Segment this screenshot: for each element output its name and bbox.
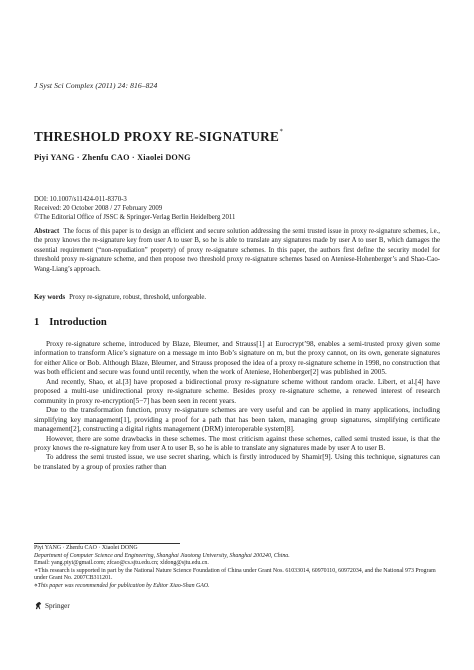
paragraph: However, there are some drawbacks in these schemes. The most criticism against these schemes, called semi trusted issue, is that the proxy knows the re-signature key from user A to user B, so he is able to translate any signatures made by user A to user B.: [34, 434, 440, 452]
keywords-label: Key words: [34, 294, 66, 301]
doi: DOI: 10.1007/s11424-011-8370-3: [34, 196, 127, 203]
publisher-name: Springer: [45, 601, 70, 610]
section-number: 1: [34, 317, 40, 328]
copyright-line: ©The Editorial Office of JSSC & Springer-Verlag Berlin Heidelberg 2011: [34, 214, 236, 221]
footnote-rule: [34, 543, 180, 544]
springer-horse-icon: [34, 601, 43, 610]
publisher-logo: [34, 601, 70, 610]
paper-title: [34, 129, 283, 145]
abstract: [34, 227, 440, 274]
footnote-editor: ⋄This paper was recommended for publication by Editor Xiao-Shan GAO.: [34, 582, 210, 589]
section-heading: [34, 317, 107, 328]
title-footnote-mark: ∗: [279, 128, 284, 134]
footnote-funding: ∗This research is supported in part by the National Nature Science Foundation of China under Grant Nos. 61033014, 60970110, 60972034, and the National 973 Program under Grant No. 2007CB311201.: [34, 567, 436, 582]
abstract-label: Abstract: [34, 228, 60, 235]
body-text: [34, 340, 440, 472]
paragraph: To address the semi trusted issue, we use secret sharing, which is firstly introduced by Shamir[9]. Using this technique, signatures can be translated by a group of proxies rather than: [34, 453, 440, 471]
keywords: [34, 294, 206, 301]
paragraph: And recently, Shao, et al.[3] have proposed a bidirectional proxy re-signature scheme without random oracle. Libert, et al.[4] have proposed a multi-use unidirectional proxy re-signature scheme. Besides proxy re-signature scheme, a renewed interest of research community in proxy re-encryption[5−7] has been seen in recent years.: [34, 377, 440, 405]
footnote-email: Email: yang.piyi@gmail.com; zfcao@cs.sjtu.edu.cn; xldong@sjtu.edu.cn.: [34, 560, 209, 567]
footnotes: [34, 545, 444, 591]
footnote-affiliation: Department of Computer Science and Engineering, Shanghai Jiaotong University, Shanghai 200240, China.: [34, 552, 290, 559]
journal-reference: J Syst Sci Complex (2011) 24: 816–824: [34, 81, 158, 90]
paragraph: Proxy re-signature scheme, introduced by Blaze, Bleumer, and Strauss[1] at Eurocrypt’98, enables a semi-trusted proxy given some information to transform Alice’s signature on a message m into Bob’s signature on m, but the proxy cannot, on its own, generate signatures for either Alice or Bob. Although Blaze, Bleumer, and Strauss proposed the idea of a proxy re-signature scheme in 1998, no construction that was both efficient and secure was found until recently, when the work of Ateniese, Hohenberger[2] was published in 2005.: [34, 340, 440, 377]
keywords-text: Proxy re-signature, robust, threshold, unforgeable.: [69, 294, 207, 301]
title-text: THRESHOLD PROXY RE-SIGNATURE: [34, 129, 280, 144]
received-date: Received: 20 October 2008 / 27 February 2009: [34, 205, 163, 212]
abstract-text: The focus of this paper is to design an efficient and secure solution addressing the semi trusted issue in proxy re-signature schemes, i.e., the proxy knows the re-signature key from user A to user B, so he is able to translate any signatures made by user A to user B, which damages the essential requirement (“non-repudiation” property) of proxy re-signature schemes. In this paper, the authors first define the security model for threshold proxy re-signature scheme, and then propose two threshold proxy re-signature schemes based on Ateniese-Hohenberger’s and Shao-Cao-Wang-Liang’s approach.: [34, 228, 440, 273]
paragraph: Due to the transformation function, proxy re-signature schemes are very useful and can be applied in many applications, including simplifying key management[1], providing a proof for a path that has been taken, managing group signatures, simplifying certificate management[2], constructing a digital rights management (DRM) interoperable system[8].: [34, 406, 440, 434]
footnote-authors: Piyi YANG · Zhenfu CAO · Xiaolei DONG: [34, 545, 138, 551]
section-title: Introduction: [49, 317, 107, 328]
author-list: Piyi YANG · Zhenfu CAO · Xiaolei DONG: [34, 153, 191, 162]
